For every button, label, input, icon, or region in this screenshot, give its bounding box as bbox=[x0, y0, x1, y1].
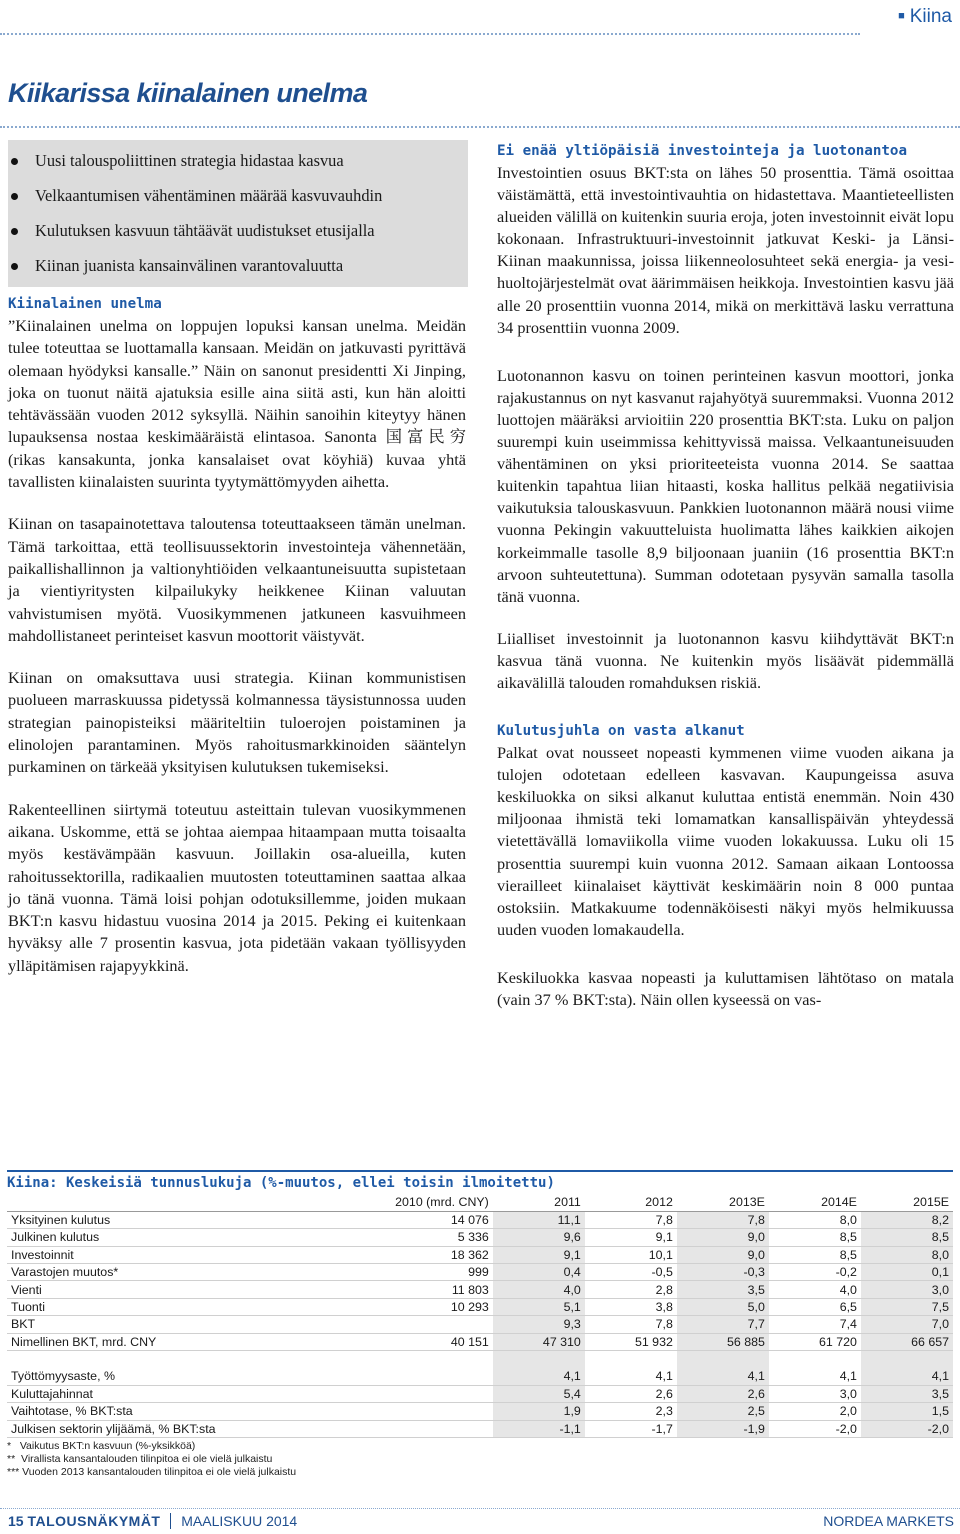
footnote: ** Virallista kansantalouden tilinpitoa ei ole vielä julkaistu bbox=[7, 1453, 273, 1465]
table-cell: -2,0 bbox=[769, 1420, 861, 1437]
table-cell: 7,4 bbox=[769, 1316, 861, 1333]
right-column bbox=[497, 140, 954, 1011]
table-cell: 61 720 bbox=[769, 1333, 861, 1350]
table-row bbox=[7, 1264, 953, 1281]
section-tag-label: Kiina bbox=[909, 6, 952, 27]
table-row bbox=[7, 1420, 953, 1437]
table-cell bbox=[289, 1420, 493, 1437]
table-cell bbox=[289, 1385, 493, 1402]
row-label: Varastojen muutos* bbox=[7, 1264, 289, 1281]
key-figures-table bbox=[7, 1194, 953, 1438]
table-cell: 10 293 bbox=[289, 1298, 493, 1315]
table-header-row bbox=[7, 1194, 953, 1211]
table-cell: 4,1 bbox=[861, 1368, 953, 1385]
square-bullet-icon: ■ bbox=[898, 10, 905, 22]
table-cell: 3,0 bbox=[861, 1281, 953, 1298]
table-row bbox=[7, 1229, 953, 1246]
row-label: Vienti bbox=[7, 1281, 289, 1298]
row-label: Julkinen kulutus bbox=[7, 1229, 289, 1246]
row-label: Tuonti bbox=[7, 1298, 289, 1315]
table-cell: 8,5 bbox=[769, 1229, 861, 1246]
table-cell bbox=[289, 1403, 493, 1420]
table-cell: 8,5 bbox=[769, 1246, 861, 1263]
bullet-item: Kulutuksen kasvuun tähtäävät uudistukset etusijalla bbox=[8, 213, 468, 248]
table-cell: 4,1 bbox=[585, 1368, 677, 1385]
table-cell: 2,6 bbox=[585, 1385, 677, 1402]
table-cell: 9,1 bbox=[585, 1229, 677, 1246]
table-cell: -2,0 bbox=[861, 1420, 953, 1437]
table-cell: 2,6 bbox=[677, 1385, 769, 1402]
table-row bbox=[7, 1403, 953, 1420]
section-tag bbox=[898, 6, 952, 28]
table-cell: 66 657 bbox=[861, 1333, 953, 1350]
table-cell: 9,0 bbox=[677, 1229, 769, 1246]
table-cell: 2013E bbox=[677, 1194, 769, 1211]
paragraph: Investointien osuus BKT:sta on lähes 50 prosenttia. Tämä osoittaa väistämättä, että investointivauhtia on hidastettava. Maantieteellisten alueiden välillä on kuitenkin suuria eroja, joten investoinnit eivät lopu kokonaan. Infrastruktuuri-investoinnit jatkuvat Keski- ja Länsi-Kiinan maakunnissa, joissa liikenneolosuhteet sekä energia- ja vesihuoltojärjestelmät ovat äärimmäisen heikkoja. Investointien kasvu jää alle 20 prosenttiin vuonna 2014, mikä on merkittävä lasku verrattuna 34 prosenttiin vuonna 2009. bbox=[497, 163, 954, 337]
footnote: *** Vuoden 2013 kansantalouden tilinpitoa ei ole vielä julkaistu bbox=[7, 1466, 297, 1478]
table-cell: 56 885 bbox=[677, 1333, 769, 1350]
table-cell: 11,1 bbox=[493, 1211, 585, 1228]
table-row bbox=[7, 1368, 953, 1385]
table-cell: 40 151 bbox=[289, 1333, 493, 1350]
left-column bbox=[8, 140, 466, 977]
table-cell: 7,5 bbox=[861, 1298, 953, 1315]
brand-name: NORDEA MARKETS bbox=[823, 1513, 954, 1529]
table-cell bbox=[289, 1368, 493, 1385]
table-title: Kiina: Keskeisiä tunnuslukuja (%-muutos, ellei toisin ilmoitettu) bbox=[7, 1170, 953, 1194]
table-cell: 5,0 bbox=[677, 1298, 769, 1315]
table-row bbox=[7, 1333, 953, 1350]
table-cell: 7,8 bbox=[677, 1211, 769, 1228]
table-cell: 9,3 bbox=[493, 1316, 585, 1333]
row-label: Kuluttajahinnat bbox=[7, 1385, 289, 1402]
table-cell: 4,0 bbox=[493, 1281, 585, 1298]
page-footer bbox=[8, 1513, 954, 1529]
row-label: Yksityinen kulutus bbox=[7, 1211, 289, 1228]
table-cell: -0,3 bbox=[677, 1264, 769, 1281]
table-cell: 4,1 bbox=[769, 1368, 861, 1385]
bullet-item: Uusi talouspoliittinen strategia hidastaa kasvua bbox=[8, 143, 468, 178]
paragraph: Kiinan on omaksuttava uusi strategia. Kiinan kommunistisen puolueen marraskuussa pidetyssä kolmannessa täysistunnossa uuden strategian painopisteiksi määriteltiin tuloerojen poistaminen ja elinolojen parantaminen. Myös rahoitusmarkkinoiden sääntelyn purkaminen on tärkeää yksityisen kulutuksen tukemiseksi. bbox=[8, 668, 466, 777]
table-row bbox=[7, 1281, 953, 1298]
magazine-name: TALOUSNÄKYMÄT bbox=[27, 1513, 161, 1529]
table-cell: 0,1 bbox=[861, 1264, 953, 1281]
summary-bullets bbox=[8, 140, 468, 287]
issue-date: MAALISKUU 2014 bbox=[181, 1513, 298, 1529]
paragraph: ”Kiinalainen unelma on loppujen lopuksi kansan unelma. Meidän tulee toteuttaa se luottamalla kansaan. Meidän on jatkuvasti pyrittävä olemaan hyödyksi kansalle.” Näin on sanonut presidentti Xi Jinping, joka on tuonut näitä ajatuksia esille aina siitä asti, kun hän aloitti tehtävässään vuoden 2012 syksyllä. Näihin sanoihin kiteytyy hänen lupauksensa nostaa keskimääräistä elintasoa. Sanonta 国富民穷 (rikas kansakunta, jonka kansalaiset ovat köyhiä) kuvaa yhtä tavallisten kiinalaisten suurinta tyytymättömyyden aihetta. bbox=[8, 316, 466, 492]
table-cell: 7,0 bbox=[861, 1316, 953, 1333]
table-footnotes bbox=[7, 1440, 296, 1479]
table-row bbox=[7, 1385, 953, 1402]
table-cell: 4,1 bbox=[493, 1368, 585, 1385]
footer-rule bbox=[0, 1508, 960, 1509]
table-cell bbox=[289, 1316, 493, 1333]
article-title: Kiikarissa kiinalainen unelma bbox=[8, 78, 368, 108]
table-cell: 999 bbox=[289, 1264, 493, 1281]
table-cell: 4,1 bbox=[677, 1368, 769, 1385]
table-cell: -1,9 bbox=[677, 1420, 769, 1437]
row-label bbox=[7, 1194, 289, 1211]
table-cell: 6,5 bbox=[769, 1298, 861, 1315]
bullet-item: Velkaantumisen vähentäminen määrää kasvuvauhdin bbox=[8, 178, 468, 213]
table-cell: 2015E bbox=[861, 1194, 953, 1211]
divider bbox=[170, 1513, 171, 1529]
table-cell: 1,5 bbox=[861, 1403, 953, 1420]
table-cell: 8,0 bbox=[861, 1246, 953, 1263]
row-label: BKT bbox=[7, 1316, 289, 1333]
table-row bbox=[7, 1211, 953, 1228]
table-cell: -0,2 bbox=[769, 1264, 861, 1281]
table-cell: 11 803 bbox=[289, 1281, 493, 1298]
table-cell: 2010 (mrd. CNY) bbox=[289, 1194, 493, 1211]
table-cell: 1,9 bbox=[493, 1403, 585, 1420]
key-figures-table-block bbox=[7, 1170, 953, 1438]
table-cell: 3,0 bbox=[769, 1385, 861, 1402]
title-rule bbox=[0, 126, 960, 128]
paragraph: Kiinan on tasapainotettava taloutensa toteuttaakseen tämän unelman. Tämä tarkoittaa, että teollisuussektorin investointeja vähennetään, paikallishallinnon ja valtionyhtiöiden velkaantuneisuutta supistetaan ja vientiyritysten kilpailukyky heikkenee Kiinan valuutan vahvistumisen myötä. Vuosikymmenen jatkuneen kasvuihmeen mahdollistaneet perinteiset kasvun moottorit väistyvät. bbox=[8, 514, 466, 645]
row-label: Investoinnit bbox=[7, 1246, 289, 1263]
table-cell: 7,7 bbox=[677, 1316, 769, 1333]
table-cell: 51 932 bbox=[585, 1333, 677, 1350]
table-cell: 47 310 bbox=[493, 1333, 585, 1350]
paragraph: Palkat ovat nousseet nopeasti kymmenen viime vuoden aikana ja tulojen odotetaan edelleen kasvavan. Kaupungeissa asuva keskiluokka on siksi alkanut kuluttaa entistä enemmän. Noin 430 miljoonaa ihmistä teki lomamatkan kansallispäivän yhteydessä vietettävällä lomaviikolla viime vuoden lokakuussa. Luku oli 15 prosenttia suurempi kuin vuonna 2012. Samaan aikaan Lontoossa vierailleet kiinalaiset käyttivät keskimäärin noin 8 000 puntaa ostoksiin. Matkakuume todennäköisesti näkyi myös helmikuussa uuden vuoden lomakaudella. bbox=[497, 743, 954, 939]
section-heading: Kulutusjuhla on vasta alkanut bbox=[497, 723, 745, 740]
table-cell: 8,0 bbox=[769, 1211, 861, 1228]
table-cell: 9,6 bbox=[493, 1229, 585, 1246]
table-cell: 2,3 bbox=[585, 1403, 677, 1420]
table-cell: 3,5 bbox=[861, 1385, 953, 1402]
table-cell: 3,5 bbox=[677, 1281, 769, 1298]
paragraph: Liialliset investoinnit ja luotonannon kasvu kiihdyttävät BKT:n kasvua tänä vuonna. Ne kuitenkin myös lisäävät pidemmällä aikavälillä talouden romahduksen riskiä. bbox=[497, 628, 954, 692]
table-cell: 2012 bbox=[585, 1194, 677, 1211]
table-cell: 4,0 bbox=[769, 1281, 861, 1298]
table-cell: 2014E bbox=[769, 1194, 861, 1211]
table-cell: -1,1 bbox=[493, 1420, 585, 1437]
table-cell: 2,5 bbox=[677, 1403, 769, 1420]
table-row bbox=[7, 1298, 953, 1315]
section-heading: Ei enää yltiöpäisiä investointeja ja luotonantoa bbox=[497, 143, 907, 159]
table-cell: 5,1 bbox=[493, 1298, 585, 1315]
header-rule bbox=[0, 33, 860, 35]
spacer-row bbox=[7, 1351, 953, 1368]
table-cell: 14 076 bbox=[289, 1211, 493, 1228]
row-label: Julkisen sektorin ylijäämä, % BKT:sta bbox=[7, 1420, 289, 1437]
paragraph: Keskiluokka kasvaa nopeasti ja kuluttamisen lähtötaso on matala (vain 37 % BKT:sta). Näin ollen kyseessä on vas- bbox=[497, 967, 954, 1009]
row-label: Vaihtotase, % BKT:sta bbox=[7, 1403, 289, 1420]
table-row bbox=[7, 1316, 953, 1333]
table-cell: 9,1 bbox=[493, 1246, 585, 1263]
table-cell: -0,5 bbox=[585, 1264, 677, 1281]
table-row bbox=[7, 1246, 953, 1263]
table-cell: 3,8 bbox=[585, 1298, 677, 1315]
table-cell: 5 336 bbox=[289, 1229, 493, 1246]
table-cell: 2,8 bbox=[585, 1281, 677, 1298]
table-cell: 0,4 bbox=[493, 1264, 585, 1281]
table-cell: 7,8 bbox=[585, 1316, 677, 1333]
table-cell: 10,1 bbox=[585, 1246, 677, 1263]
table-cell: 2,0 bbox=[769, 1403, 861, 1420]
section-heading: Kiinalainen unelma bbox=[8, 296, 162, 312]
table-cell: 2011 bbox=[493, 1194, 585, 1211]
table-cell: 5,4 bbox=[493, 1385, 585, 1402]
footnote: * Vaikutus BKT:n kasvuun (%-yksikköä) bbox=[7, 1440, 196, 1452]
table-cell: 9,0 bbox=[677, 1246, 769, 1263]
table-cell: -1,7 bbox=[585, 1420, 677, 1437]
paragraph: Luotonannon kasvu on toinen perinteinen kasvun moottori, jonka rajakustannus on nyt kasvanut rajahyötyä suuremmaksi. Vuonna 2012 luottojen määräksi arvioitiin 220 prosenttia BKT:sta. Luku on paljon suurempi kuin useimmissa kehittyvissä maissa. Velkaantuneisuuden vähentäminen on yksi prioriteeteista vuonna 2014. Se saattaa kuitenkin tapahtua liian hitaasti, koska hallitus pelkää negatiivisia vaikutuksia talouskasvuun. Pankkien luotonannon määrä nousi viime vuonna Pekingin vakuutteluista huolimatta lähes kaikkien aikojen korkeimmalle tasolle 8,9 biljoonaan juaniin (16 prosenttia BKT:n arvoon suhteutettuna). Summan odotetaan pysyvän samalla tasolla tänä vuonna. bbox=[497, 365, 954, 606]
paragraph: Rakenteellinen siirtymä toteutuu asteittain tulevan vuosikymmenen aikana. Uskomme, että se johtaa aiempaa hitaampaan mutta toisaalta myös kestävämpään kasvuun. Joillakin osa-alueilla, kuten rahoitussektorilla, radikaalien muutosten toteuttaminen saattaa alkaa jo tänä vuonna. Tämä loisi pohjan odotuksillemme, joiden mukaan BKT:n kasvu hidastuu vuosina 2014 ja 2015. Peking ei kuitenkaan hyväksy alle 7 prosentin kasvua, jota pidetään vakaan työllisyyden ylläpitämisen rajapyykkinä. bbox=[8, 799, 466, 975]
table-cell: 8,5 bbox=[861, 1229, 953, 1246]
table-cell: 8,2 bbox=[861, 1211, 953, 1228]
row-label: Työttömyysaste, % bbox=[7, 1368, 289, 1385]
row-label: Nimellinen BKT, mrd. CNY bbox=[7, 1333, 289, 1350]
bullet-item: Kiinan juanista kansainvälinen varantovaluutta bbox=[8, 248, 468, 283]
table-cell: 7,8 bbox=[585, 1211, 677, 1228]
page-number: 15 bbox=[8, 1513, 24, 1529]
table-cell: 18 362 bbox=[289, 1246, 493, 1263]
